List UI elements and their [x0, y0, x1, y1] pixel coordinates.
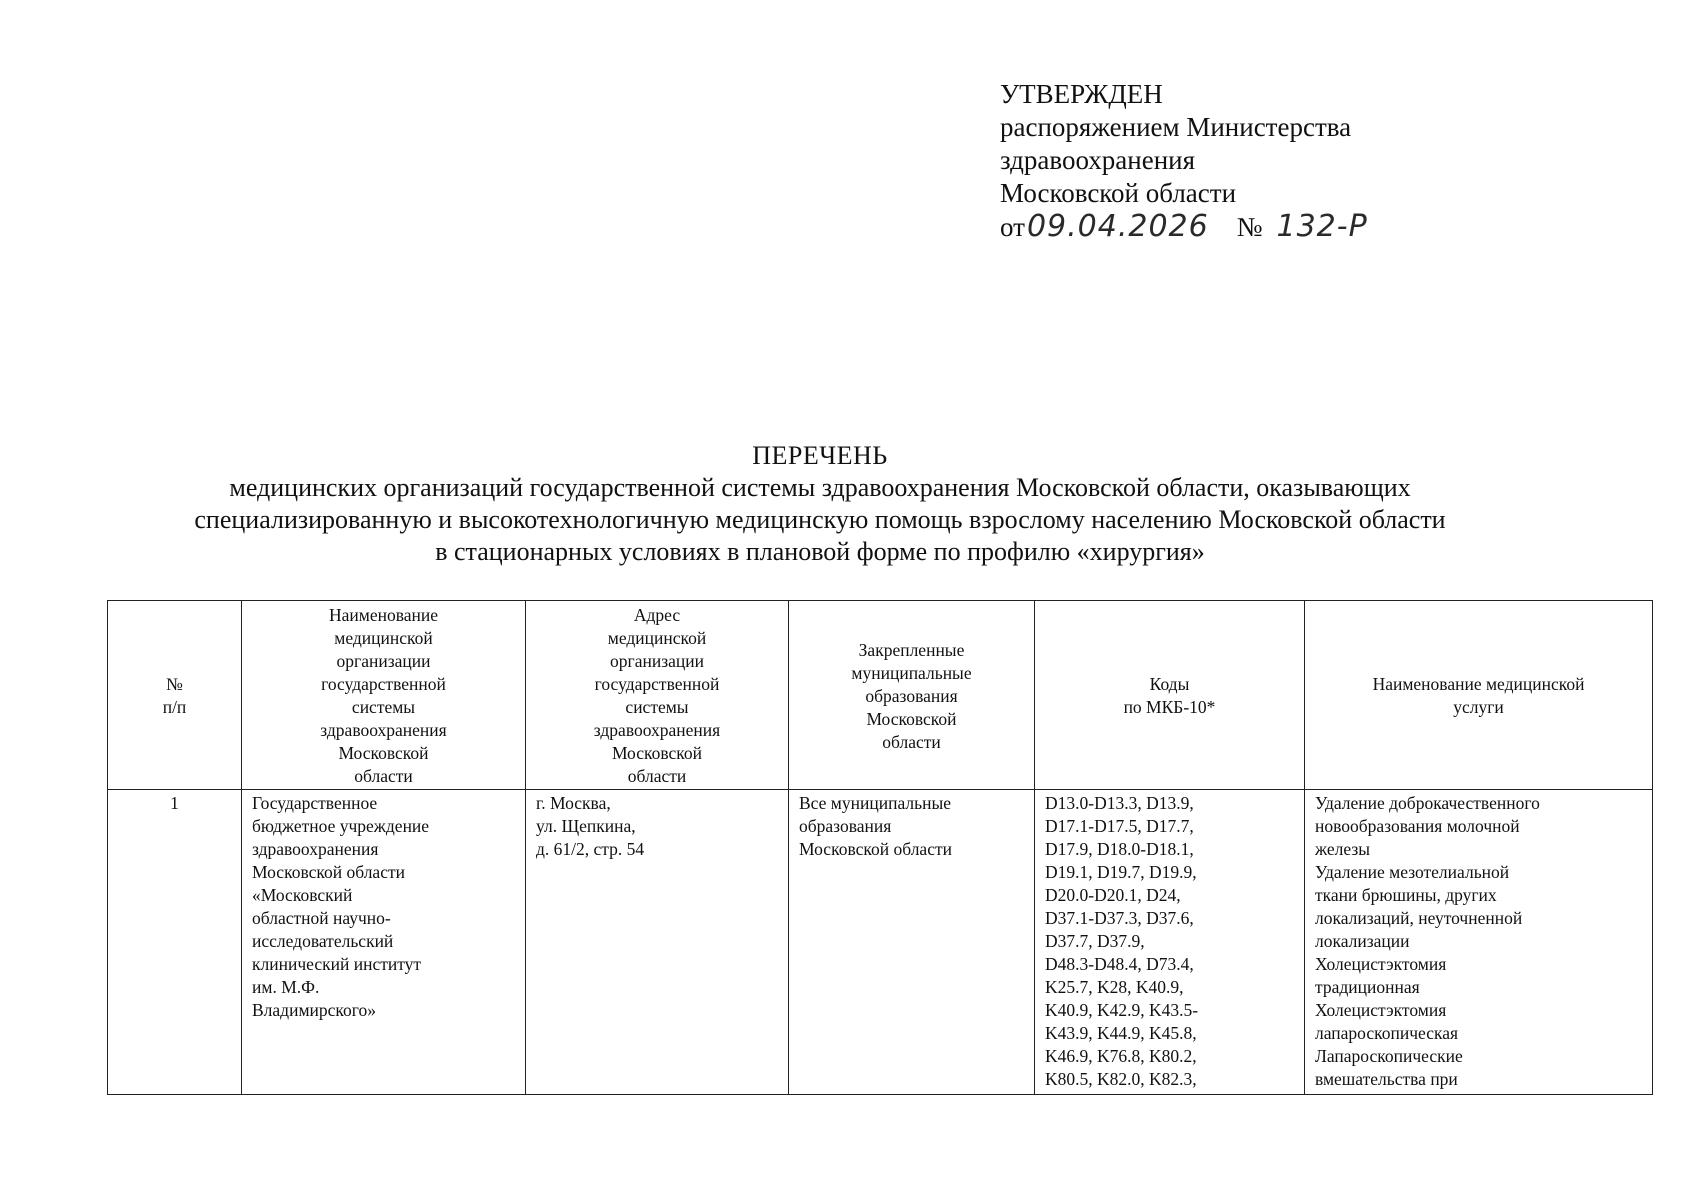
title-line: в стационарных условиях в плановой форме по профилю «хирургия» [435, 537, 1205, 566]
header-municipalities: Закрепленные муниципальные образования Московской области [789, 601, 1035, 790]
header-organization-address: Адрес медицинской организации государственной системы здравоохранения Московской области [526, 601, 789, 790]
date-prefix: от [1000, 212, 1025, 242]
approval-stamp [1000, 78, 1520, 244]
cell-organization-address: г. Москва, ул. Щепкина, д. 61/2, стр. 54 [526, 790, 789, 1095]
header-number: № п/п [108, 601, 242, 790]
title-line: специализированную и высокотехнологичную медицинскую помощь взрослому населению Московской области [194, 505, 1446, 534]
table-row [108, 790, 1653, 1095]
approval-line-order: распоряжением Министерства [1000, 112, 1352, 142]
approval-line-approved: УТВЕРЖДЕН [1000, 79, 1163, 109]
title-heading: ПЕРЕЧЕНЬ [752, 441, 888, 470]
table-header-row [108, 601, 1653, 790]
header-organization-name: Наименование медицинской организации государственной системы здравоохранения Московской области [242, 601, 526, 790]
header-medical-service: Наименование медицинской услуги [1305, 601, 1653, 790]
number-sign: № [1236, 212, 1263, 242]
cell-organization-name: Государственное бюджетное учреждение здравоохранения Московской области «Московский областной научно- исследовательский клинический институт им. М.Ф. Владимирского» [242, 790, 526, 1095]
approval-line-health: здравоохранения [1000, 145, 1196, 175]
cell-medical-service: Удаление доброкачественного новообразования молочной железы Удаление мезотелиальной ткани брюшины, других локализаций, неуточненной локализации Холецистэктомия традиционная Холецистэктомия лапароскопическая Лапароскопические вмешательства при [1305, 790, 1653, 1095]
document-title [100, 440, 1540, 568]
organizations-table [107, 600, 1653, 1095]
title-line: медицинских организаций государственной системы здравоохранения Московской области, оказывающих [229, 473, 1411, 502]
approval-date-line [1000, 210, 1520, 244]
cell-icd-codes: D13.0-D13.3, D13.9, D17.1-D17.5, D17.7, D17.9, D18.0-D18.1, D19.1, D19.7, D19.9, D20.0-D20.1, D24, D37.1-D37.3, D37.6, D37.7, D37.9, D48.3-D48.4, D73.4, K25.7, K28, K40.9, K40.9, K42.9, K43.5- K43.9, K44.9, K45.8, K46.9, K76.8, K80.2, K80.5, K82.0, K82.3, [1035, 790, 1305, 1095]
approval-line-region: Московской области [1000, 178, 1237, 208]
handwritten-number: 132-Р [1276, 209, 1368, 244]
header-icd-codes: Коды по МКБ-10* [1035, 601, 1305, 790]
handwritten-date: 09.04.2026 [1026, 209, 1209, 244]
cell-number: 1 [108, 790, 242, 1095]
cell-municipalities: Все муниципальные образования Московской области [789, 790, 1035, 1095]
